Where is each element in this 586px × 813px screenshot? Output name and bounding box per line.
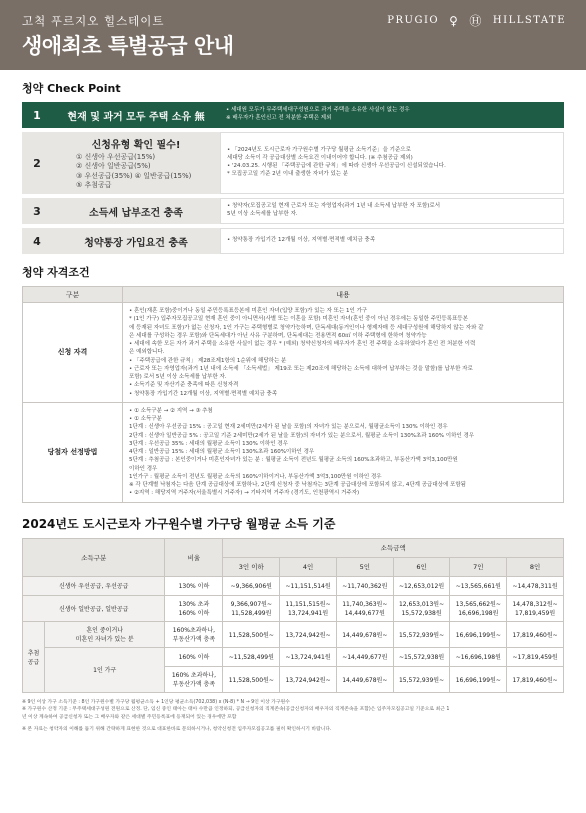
prugio-emblem-icon: ♀ [449, 13, 460, 28]
desc-line: • 「2024년도 도시근로자 가구원수별 가구당 월평균 소득기준」을 기준으로 [227, 147, 411, 154]
qual-line: 1단계 : 신생아 우선공급 15% : 공고일 현재 2세미만(2세가 된 날을 포함)의 자녀가 있는 분으로서, 월평균소득이 130% 이하인 경우 [129, 424, 448, 431]
qual-line: 5단계 : 추첨공급 : 본인중이거나 미혼인자녀가 있는 분 : 월평균 소득이 전년도 월평균 소득의 160%초과하고, 부동산가액 3억3,100만원 [129, 457, 458, 464]
qualification-title: 청약 자격조건 [22, 266, 90, 279]
income-value: 14,478,312원~ 17,819,459원 [507, 595, 564, 621]
income-value: 11,740,363원~ 14,449,677원 [336, 595, 393, 621]
table-row [23, 402, 564, 502]
brand-logos [387, 12, 566, 29]
qual-col-content: 내용 [123, 287, 564, 303]
checkpoint-description [220, 102, 564, 128]
household-size-header: 3인 이하 [223, 557, 280, 576]
desc-line: ※ 배우자가 혼인신고 전 처분한 주택은 제외 [226, 115, 332, 121]
qual-row-label: 신청 자격 [23, 303, 123, 403]
income-value: ~15,572,938원 [393, 647, 450, 666]
desc-line: • 세대원 모두가 무주택세대구성원으로 과거 주택을 소유한 사실이 없는 경우 [226, 107, 410, 114]
income-ratio: 160%초과하나, 부동산가액 충족 [165, 621, 223, 647]
footnotes [22, 699, 564, 734]
qual-line: • 「주택공급에 관한 규칙」 제28조제1항의 1순위에 해당하는 분 [129, 357, 287, 364]
income-value: ~14,478,311원 [507, 576, 564, 595]
income-ratio: 130% 초과 160% 이하 [165, 595, 223, 621]
project-name: 고척 푸르지오 힐스테이트 [22, 14, 165, 28]
qual-line: 포함) 로서 5년 이상 소득세를 납부한 자. [129, 374, 227, 380]
table-row [23, 576, 564, 595]
qual-line: 2단계 : 신생아 일반공급 5% : 공고일 기준 2세미만(2세가 된 날을 포함)의 자녀가 있는 분으로서, 월평균 소득이 130%초과 160% 이하인 경우 [129, 432, 475, 439]
table-row [23, 621, 564, 647]
qual-line: ※ 각 단계별 낙첨자는 다음 단계 공급대상에 포함하나, 2단계 신청자 중 낙첨자는 3단계 공급대상에 포함되지 않고, 4단계 공급대상에 포함됨 [129, 482, 466, 488]
checkpoint-number: 3 [22, 198, 52, 224]
checkpoint-heading: 소득세 납부조건 충족 [52, 198, 220, 224]
hillstate-logo: HILLSTATE [492, 15, 566, 26]
income-value: 13,724,942원~ [280, 621, 337, 647]
footnote-line: ※ 가구원수 산정 기준 : 무주택세대구성원 전원으로 산정. 단, 임신 중인 태아는 태아 수만큼 인정하되, 공급신청자의 직계존속(공급신청자의 배우자의 직계존속을 포함)은 입주자모집공고일 기준으로 최근 1 [22, 707, 450, 713]
income-value: 17,819,460원~ [507, 666, 564, 692]
income-col-amount: 소득금액 [223, 538, 564, 557]
checkpoint-number: 4 [22, 228, 52, 254]
footnote-line: ※ 본 자료는 청약자의 이해를 돕기 위해 간략하게 표현한 것으로 대표한바로 문의하시거나, 청약신청전 입주자모집공고를 필히 확인하시기 바랍니다. [22, 726, 332, 732]
income-value: 11,151,515원~ 13,724,941원 [280, 595, 337, 621]
income-value: 13,565,662원~ 16,696,198원 [450, 595, 507, 621]
checkpoint-description [220, 132, 564, 194]
checkpoint-number: 2 [22, 132, 52, 194]
income-value: ~11,151,514원 [280, 576, 337, 595]
footnote-line: ※ 9인 이상 가구 소득기준 : 8인 가구원수별 가구당 월평균소득 + 1인당 평균소득(702,038) x (N-8) * N → 9인 이상 가구원수 [22, 699, 290, 705]
income-type: 신생아 우선공급, 우선공급 [23, 576, 165, 595]
desc-line: * 모집공고일 기준 2년 이내 출생한 자녀가 있는 분 [227, 170, 349, 177]
income-type: 신생아 일반공급, 일반공급 [23, 595, 165, 621]
qual-line: • 근로자 또는 자영업자(과거 1년 내에 소득세 「소득세법」 제19조 또는 제20조에 해당하는 소득에 대하여 납부하는 것을 말함)를 납부한 자로 [129, 365, 473, 372]
income-col-ratio: 비율 [165, 538, 223, 576]
page-header [0, 0, 586, 70]
income-value: ~11,528,499원 [223, 647, 280, 666]
income-value: 13,724,942원~ [280, 666, 337, 692]
qual-line: 1인가구 : 월평균 소득이 전년도 월평균 소득의 160%이하이거나, 부동산가액 3억3,100만원 이하인 경우 [129, 473, 382, 480]
income-ratio: 160% 초과하나, 부동산가액 충족 [165, 666, 223, 692]
qual-line: 4단계 : 일반공급 15% : 세대의 월평균 소득이 130%초과 160%이하인 경우 [129, 449, 315, 455]
income-value: ~17,819,459원 [507, 647, 564, 666]
checkpoint-heading: 현재 및 과거 모두 주택 소유 無 [52, 102, 220, 128]
qualification-table [22, 286, 564, 503]
income-value: ~16,696,198원 [450, 647, 507, 666]
qual-row-content [123, 303, 564, 403]
supply-type-item: ① 신생아 우선공급(15%) [76, 152, 156, 161]
checkpoint-description [220, 198, 564, 224]
checkpoint-heading-text: 신청유형 확인 필수! [91, 139, 181, 151]
table-row [23, 303, 564, 403]
qual-line: • ① 소득구분 [129, 416, 162, 422]
income-value: ~11,740,362원 [336, 576, 393, 595]
income-value: 15,572,939원~ [393, 621, 450, 647]
qual-line: 은 예외합니다. [129, 349, 165, 356]
income-subtype: 혼인 중이거나 미혼인 자녀가 있는 분 [45, 621, 165, 647]
income-value: ~13,724,941원 [280, 647, 337, 666]
qual-line: • 혼인(재혼 포함)중이거나 동일 주민등록표등본에 미혼인 자녀(입양 포함)가 있는 자 또는 1인 가구 [129, 308, 368, 314]
household-size-header: 6인 [393, 557, 450, 576]
household-size-header: 5인 [336, 557, 393, 576]
supply-type-item: ⑤ 추첨공급 [76, 180, 112, 189]
household-size-header: 7인 [450, 557, 507, 576]
income-value: ~14,449,677원 [336, 647, 393, 666]
qual-row-label: 당첨자 선정방법 [23, 402, 123, 502]
qual-col-label: 구분 [23, 287, 123, 303]
income-value: 12,653,013원~ 15,572,938원 [393, 595, 450, 621]
income-value: 11,528,500원~ [223, 666, 280, 692]
checkpoint-row-4 [22, 228, 564, 254]
qual-row-content [123, 402, 564, 502]
checkpoint-row-1 [22, 102, 564, 128]
checkpoint-row-2 [22, 132, 564, 194]
income-value: 11,528,500원~ [223, 621, 280, 647]
income-subtype: 1인 가구 [45, 647, 165, 692]
household-size-header: 8인 [507, 557, 564, 576]
qual-line: • ②지역 : 해당지역 거주자(서울특별시 거주자) → 기타지역 거주자 (경기도, 인천광역시 거주자) [129, 490, 360, 497]
income-table [22, 538, 564, 693]
qual-line: • 소득기준 및 자산기준 충족에 따른 신청자격 [129, 382, 239, 389]
checkpoint-description [220, 228, 564, 254]
income-value: 15,572,939원~ [393, 666, 450, 692]
income-value: ~12,653,012원 [393, 576, 450, 595]
income-value: 9,366,907원~ 11,528,499원 [223, 595, 280, 621]
checkpoint-row-3 [22, 198, 564, 224]
income-ratio: 160% 이하 [165, 647, 223, 666]
footnote-line: 년 이상 계속하여 공급신청자 또는 그 배우자와 같은 세대별 주민등록표에 등재되어 있는 경우에만 포함 [22, 714, 237, 720]
qual-line: * (1인 가구) 입주자모집공고일 현재 혼인 중이 아니면서(사별 또는 이혼을 포함) 미혼인 자녀(혼인 중이 아닌 경우에는 동일한 주민등록표등본 [129, 316, 468, 323]
page-title: 생애최초 특별공급 안내 [22, 34, 234, 58]
income-value: ~9,366,906원 [223, 576, 280, 595]
desc-line: • '24.03.25. 시행된 「주택공급에 관한 규칙」에 따라 신생아 우선공급이 신설되었습니다. [227, 163, 446, 169]
qual-line: 이하인 경우 [129, 465, 158, 472]
income-value: 14,449,678원~ [336, 621, 393, 647]
income-value: 16,696,199원~ [450, 621, 507, 647]
income-ratio: 130% 이하 [165, 576, 223, 595]
income-value: 17,819,460원~ [507, 621, 564, 647]
checkpoint-number: 1 [22, 102, 52, 128]
income-value: 14,449,678원~ [336, 666, 393, 692]
qual-line: 3단계 : 우선공급 35% : 세대의 월평균 소득이 130% 이하인 경우 [129, 440, 288, 447]
table-row [23, 647, 564, 666]
household-size-header: 4인 [280, 557, 337, 576]
desc-line: • 청약통장 가입기간 12개월 이상, 지역별·면적별 예치금 충족 [227, 237, 376, 244]
qual-line: 에 등재된 자녀도 포함)가 없는 신청자, 1인 가구는 주택형별로 청약가능하며, 단독세대(동거인이나 형제자매 등 세대구성원에 해당하지 않는 자와 같 [129, 324, 484, 331]
supply-type-item: ③ 우선공급(35%) ④ 일반공급(15%) [76, 171, 192, 180]
draw-supply-label: 추첨 공급 [23, 621, 45, 692]
table-row [23, 595, 564, 621]
income-col-type: 소득구분 [23, 538, 165, 576]
hillstate-emblem-icon: Ⓗ [469, 14, 483, 28]
qual-line: • 청약통장 가입기간 12개월 이상, 지역별·면적별 예치금 충족 [129, 390, 278, 397]
income-value: ~13,565,661원 [450, 576, 507, 595]
supply-type-item: ② 신생아 일반공급(5%) [76, 162, 151, 171]
checkpoint-heading: 청약통장 가입요건 충족 [52, 228, 220, 254]
checkpoint-heading [52, 132, 220, 194]
desc-line: 5년 이상 소득세를 납부한 자. [227, 211, 298, 217]
income-title: 2024년도 도시근로자 가구원수별 가구당 월평균 소득 기준 [22, 516, 336, 531]
income-value: 16,696,199원~ [450, 666, 507, 692]
checkpoint-title: 청약 Check Point [22, 82, 121, 95]
desc-line: 세대당 소득이 각 공급대상별 소득요건 이내이어야 합니다. (※ 추첨공급 제외) [227, 155, 413, 162]
desc-line: • 청약자(모집공고일 현재 근로자 또는 자영업자(과거 1년 내 소득세 납부한 자 포함)로서 [227, 203, 441, 210]
qual-line: • 세대에 속한 모든 자가 과거 주택을 소유한 사실이 없는 경우 * (예외) 청약신청자의 배우자가 혼인 전 주택을 소유하였다가 혼인 전 처분한 이력 [129, 341, 476, 347]
qual-line: • ① 소득구분 → ② 지역 → ③ 추첨 [129, 407, 213, 414]
qual-line: 은 세대를 구성하는 경우 포함)와 단독세대가 아닌 사유 구분하며, 단독세대는 전용면적 60㎡ 이하 주택형에 한하여 청약가능 [129, 332, 427, 339]
prugio-logo: PRUGIO [387, 15, 440, 26]
